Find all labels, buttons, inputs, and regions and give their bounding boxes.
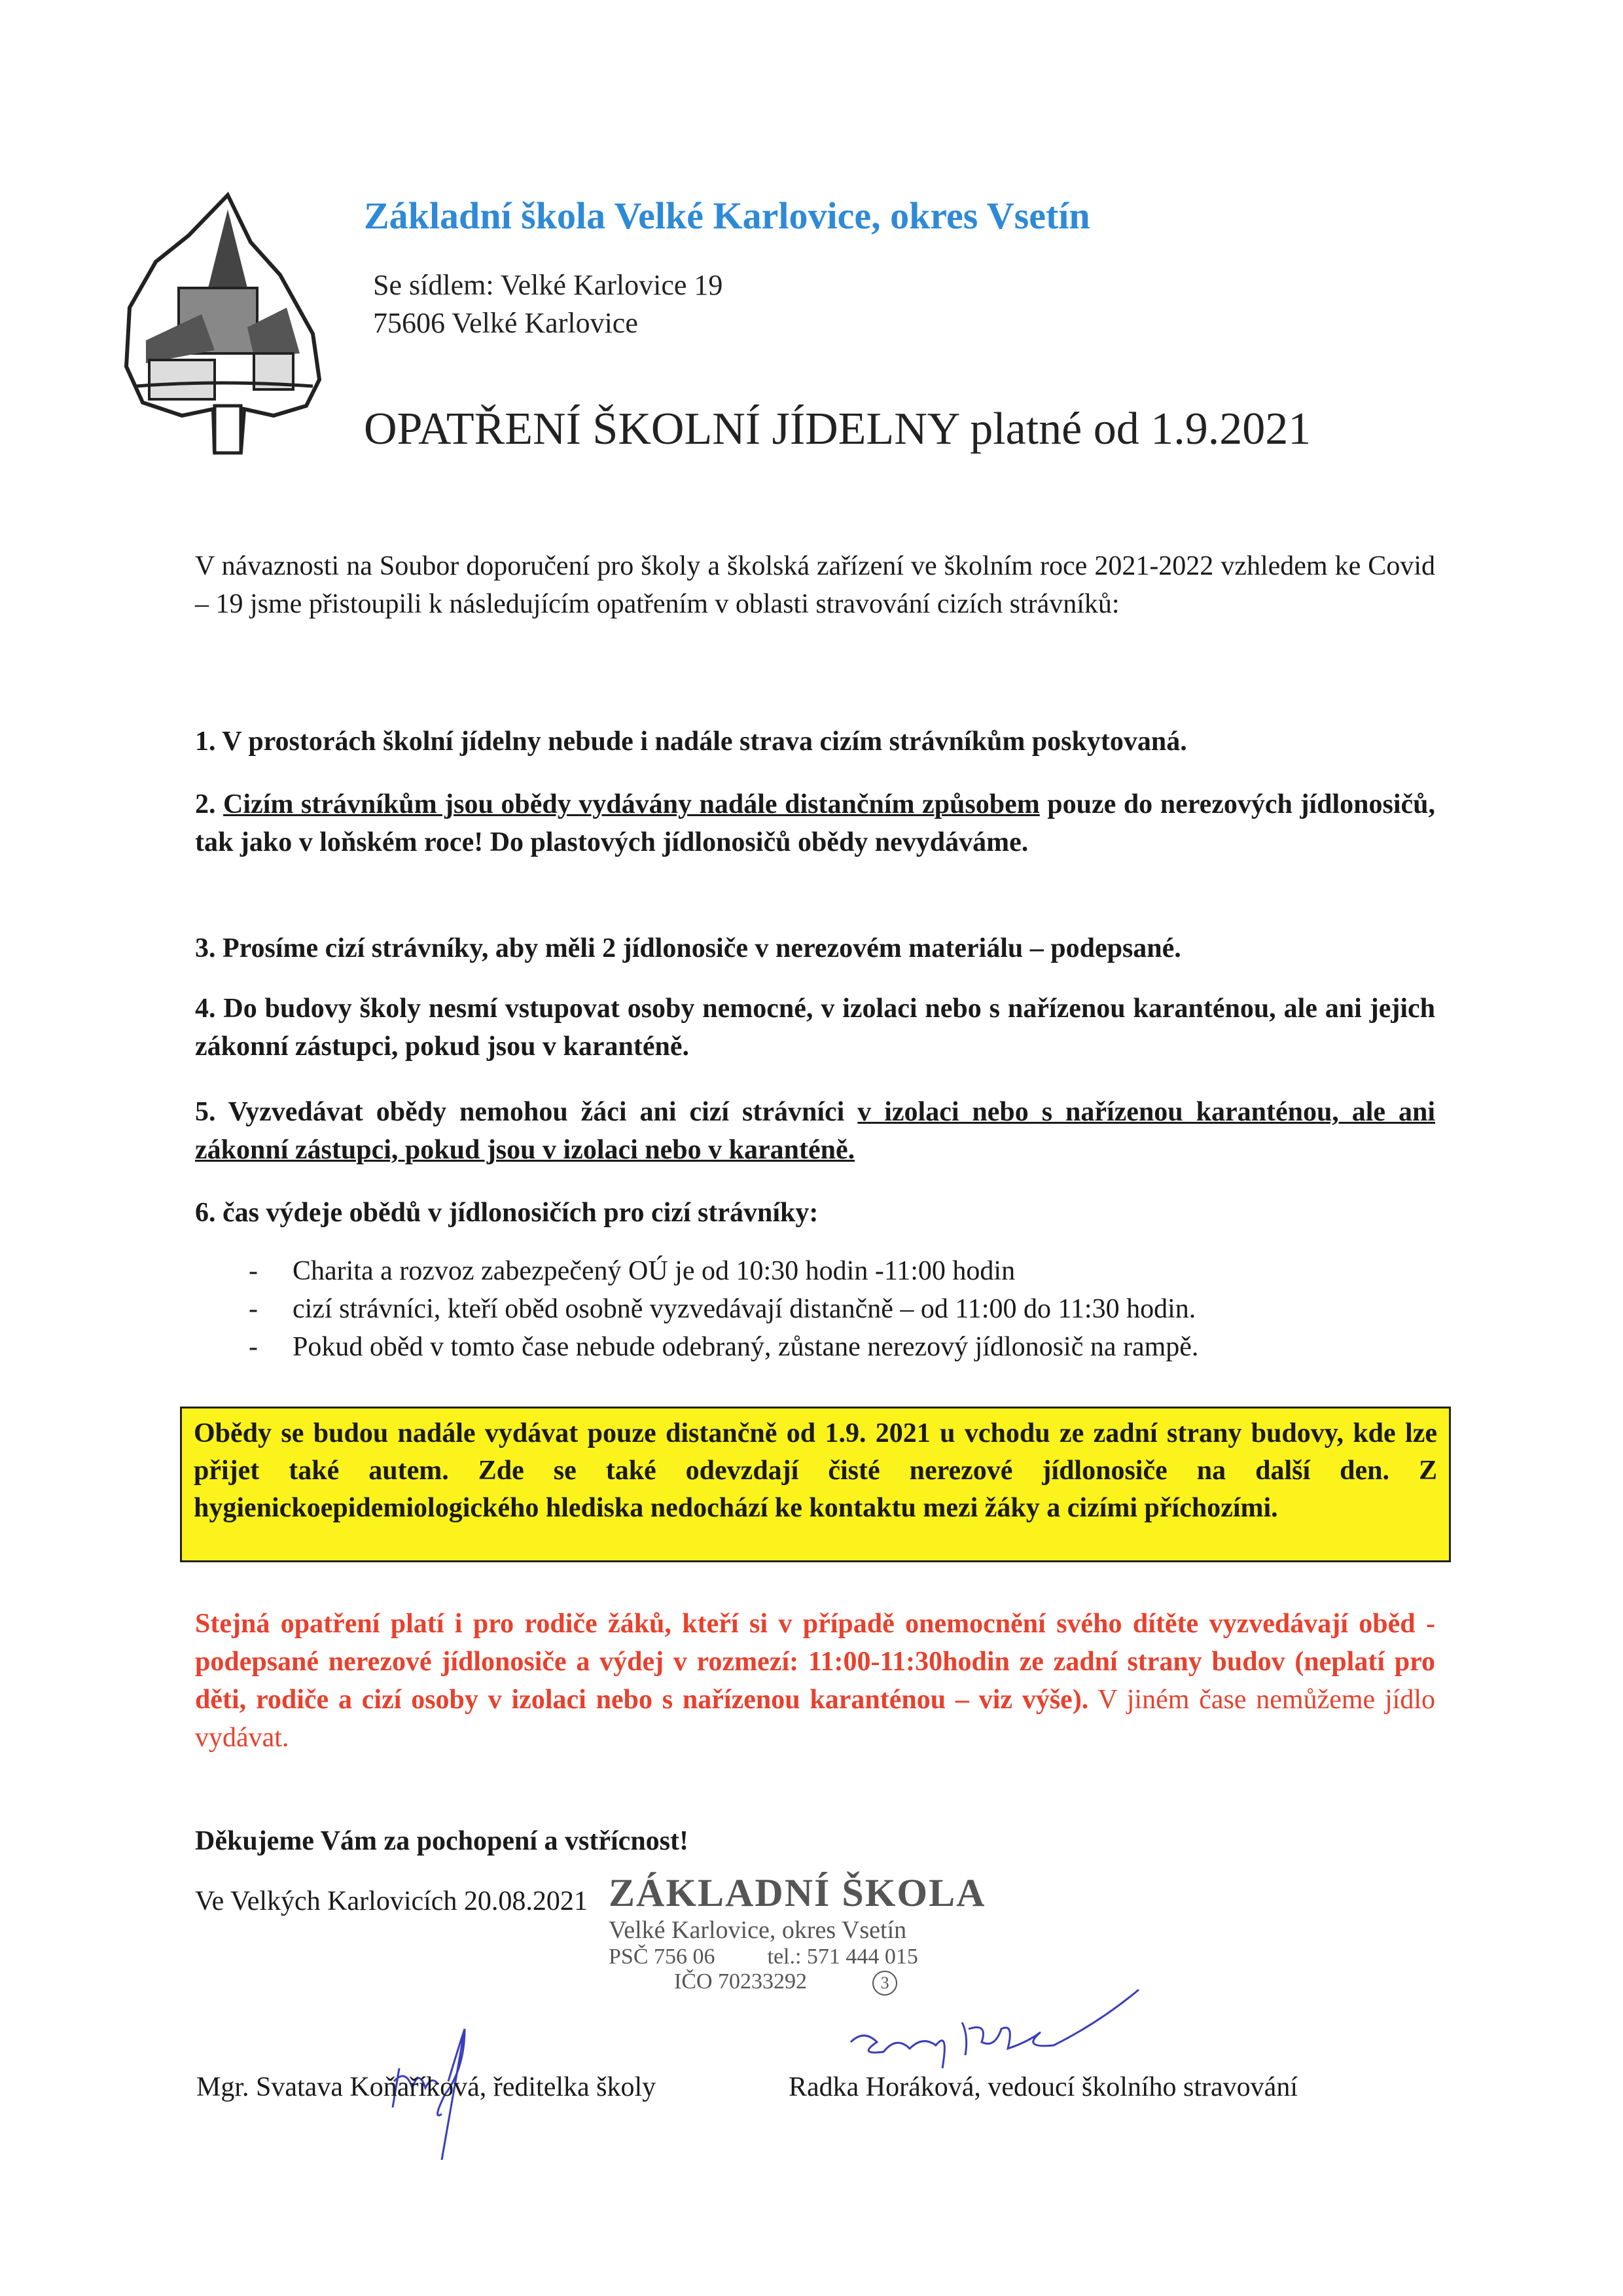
red-notice-bold: Stejná opatření platí i pro rodiče žáků, kteří si v případě onemocnění svého dítěte vyzvedávají oběd - podepsané nerezové jídlonosiče a výdej v rozmezí: 11:00-11:30hodin ze zadní strany budov (neplatí pro děti, rodiče a cizí osoby v izolaci nebo s nařízenou karanténou – viz výše). (195, 1609, 1435, 1715)
item-5 (195, 1093, 1435, 1169)
school-name: Základní škola Velké Karlovice, okres Vsetín (364, 194, 1090, 237)
bullet-text: Charita a rozvoz zabezpečený OÚ je od 10:30 hodin -11:00 hodin (293, 1256, 1016, 1286)
item-6: 6. čas výdeje obědů v jídlonosičích pro cizí strávníky: (195, 1198, 819, 1228)
stamp-line-2: Velké Karlovice, okres Vsetín (609, 1916, 907, 1944)
stamp-line-3 (609, 1945, 986, 1969)
address-line-2: 75606 Velké Karlovice (373, 307, 638, 339)
bullet-item (249, 1331, 1198, 1363)
school-stamp (609, 1871, 986, 1996)
red-notice (195, 1605, 1435, 1757)
item-3: 3. Prosíme cizí strávníky, aby měli 2 jídlonosiče v nerezovém materiálu – podepsané. (195, 933, 1181, 963)
item-2-rest: pouze do nerezových jídlonosičů, tak jako v loňském roce! Do plastových jídlonosičů obědy nevydáváme. (195, 789, 1435, 857)
item-5-text: 5. Vyzvedávat obědy nemohou žáci ani cizí strávníci (195, 1097, 858, 1127)
highlight-box: Obědy se budou nadále vydávat pouze distančně od 1.9. 2021 u vchodu ze zadní strany budovy, kde lze přijet také autem. Zde se také odevzdají čisté nerezové jídlonosiče na další den. Z hygienickoepidemiologického hlediska nedochází ke kontaktu mezi žáky a cizími příchozími. (180, 1407, 1451, 1562)
bullet-text: Pokud oběd v tomto čase nebude odebraný, zůstane nerezový jídlonosič na rampě. (293, 1332, 1199, 1362)
item-1: 1. V prostorách školní jídelny nebude i nadále strava cizím strávníkům poskytovaná. (195, 726, 1187, 757)
place-date: Ve Velkých Karlovicích 20.08.2021 (195, 1886, 588, 1916)
stamp-number: 3 (872, 1971, 897, 1996)
bullet-marker: - (249, 1332, 258, 1362)
thanks-line: Děkujeme Vám za pochopení a vstřícnost! (195, 1826, 688, 1856)
signature-left-name: Mgr. Svatava Koňaříková, ředitelka školy (196, 2072, 656, 2102)
bullet-marker: - (249, 1256, 258, 1286)
item-2-underlined: Cizím strávníkům jsou obědy vydávány nadále distančním způsobem (223, 789, 1040, 819)
bullet-item (249, 1255, 1015, 1287)
intro-paragraph: V návaznosti na Soubor doporučení pro školy a školská zařízení ve školním roce 2021-2022 vzhledem ke Covid – 19 jsme přistoupili k následujícím opatřením v oblasti stravování cizích strávníků: (195, 551, 1435, 619)
school-logo (116, 190, 346, 458)
item-5-underlined: v izolaci nebo s nařízenou karanténou, ale ani zákonní zástupci, pokud jsou v izolaci nebo v karanténě. (195, 1097, 1436, 1165)
stamp-ico: IČO 70233292 (674, 1969, 808, 1994)
bullet-item (249, 1293, 1196, 1325)
stamp-tel: tel.: 571 444 015 (767, 1945, 918, 1969)
bullet-text: cizí strávníci, kteří oběd osobně vyzvedávají distančně – od 11:00 do 11:30 hodin. (293, 1294, 1196, 1324)
bullet-marker: - (249, 1294, 258, 1324)
item-2 (195, 785, 1435, 861)
address-line-1: Se sídlem: Velké Karlovice 19 (373, 269, 723, 301)
item-4: 4. Do budovy školy nesmí vstupovat osoby nemocné, v izolaci nebo s nařízenou karanténou, ale ani jejich zákonní zástupci, pokud jsou v karanténě. (195, 994, 1435, 1062)
item-2-number: 2. (195, 789, 224, 819)
document-title: OPATŘENÍ ŠKOLNÍ JÍDELNY platné od 1.9.2021 (364, 404, 1311, 454)
red-notice-normal: V jiném čase nemůžeme jídlo vydávat. (195, 1685, 1435, 1753)
stamp-psc: PSČ 756 06 (609, 1945, 715, 1969)
stamp-line-1: ZÁKLADNÍ ŠKOLA (609, 1871, 986, 1914)
signature-right-name: Radka Horáková, vedoucí školního stravování (789, 2072, 1298, 2102)
